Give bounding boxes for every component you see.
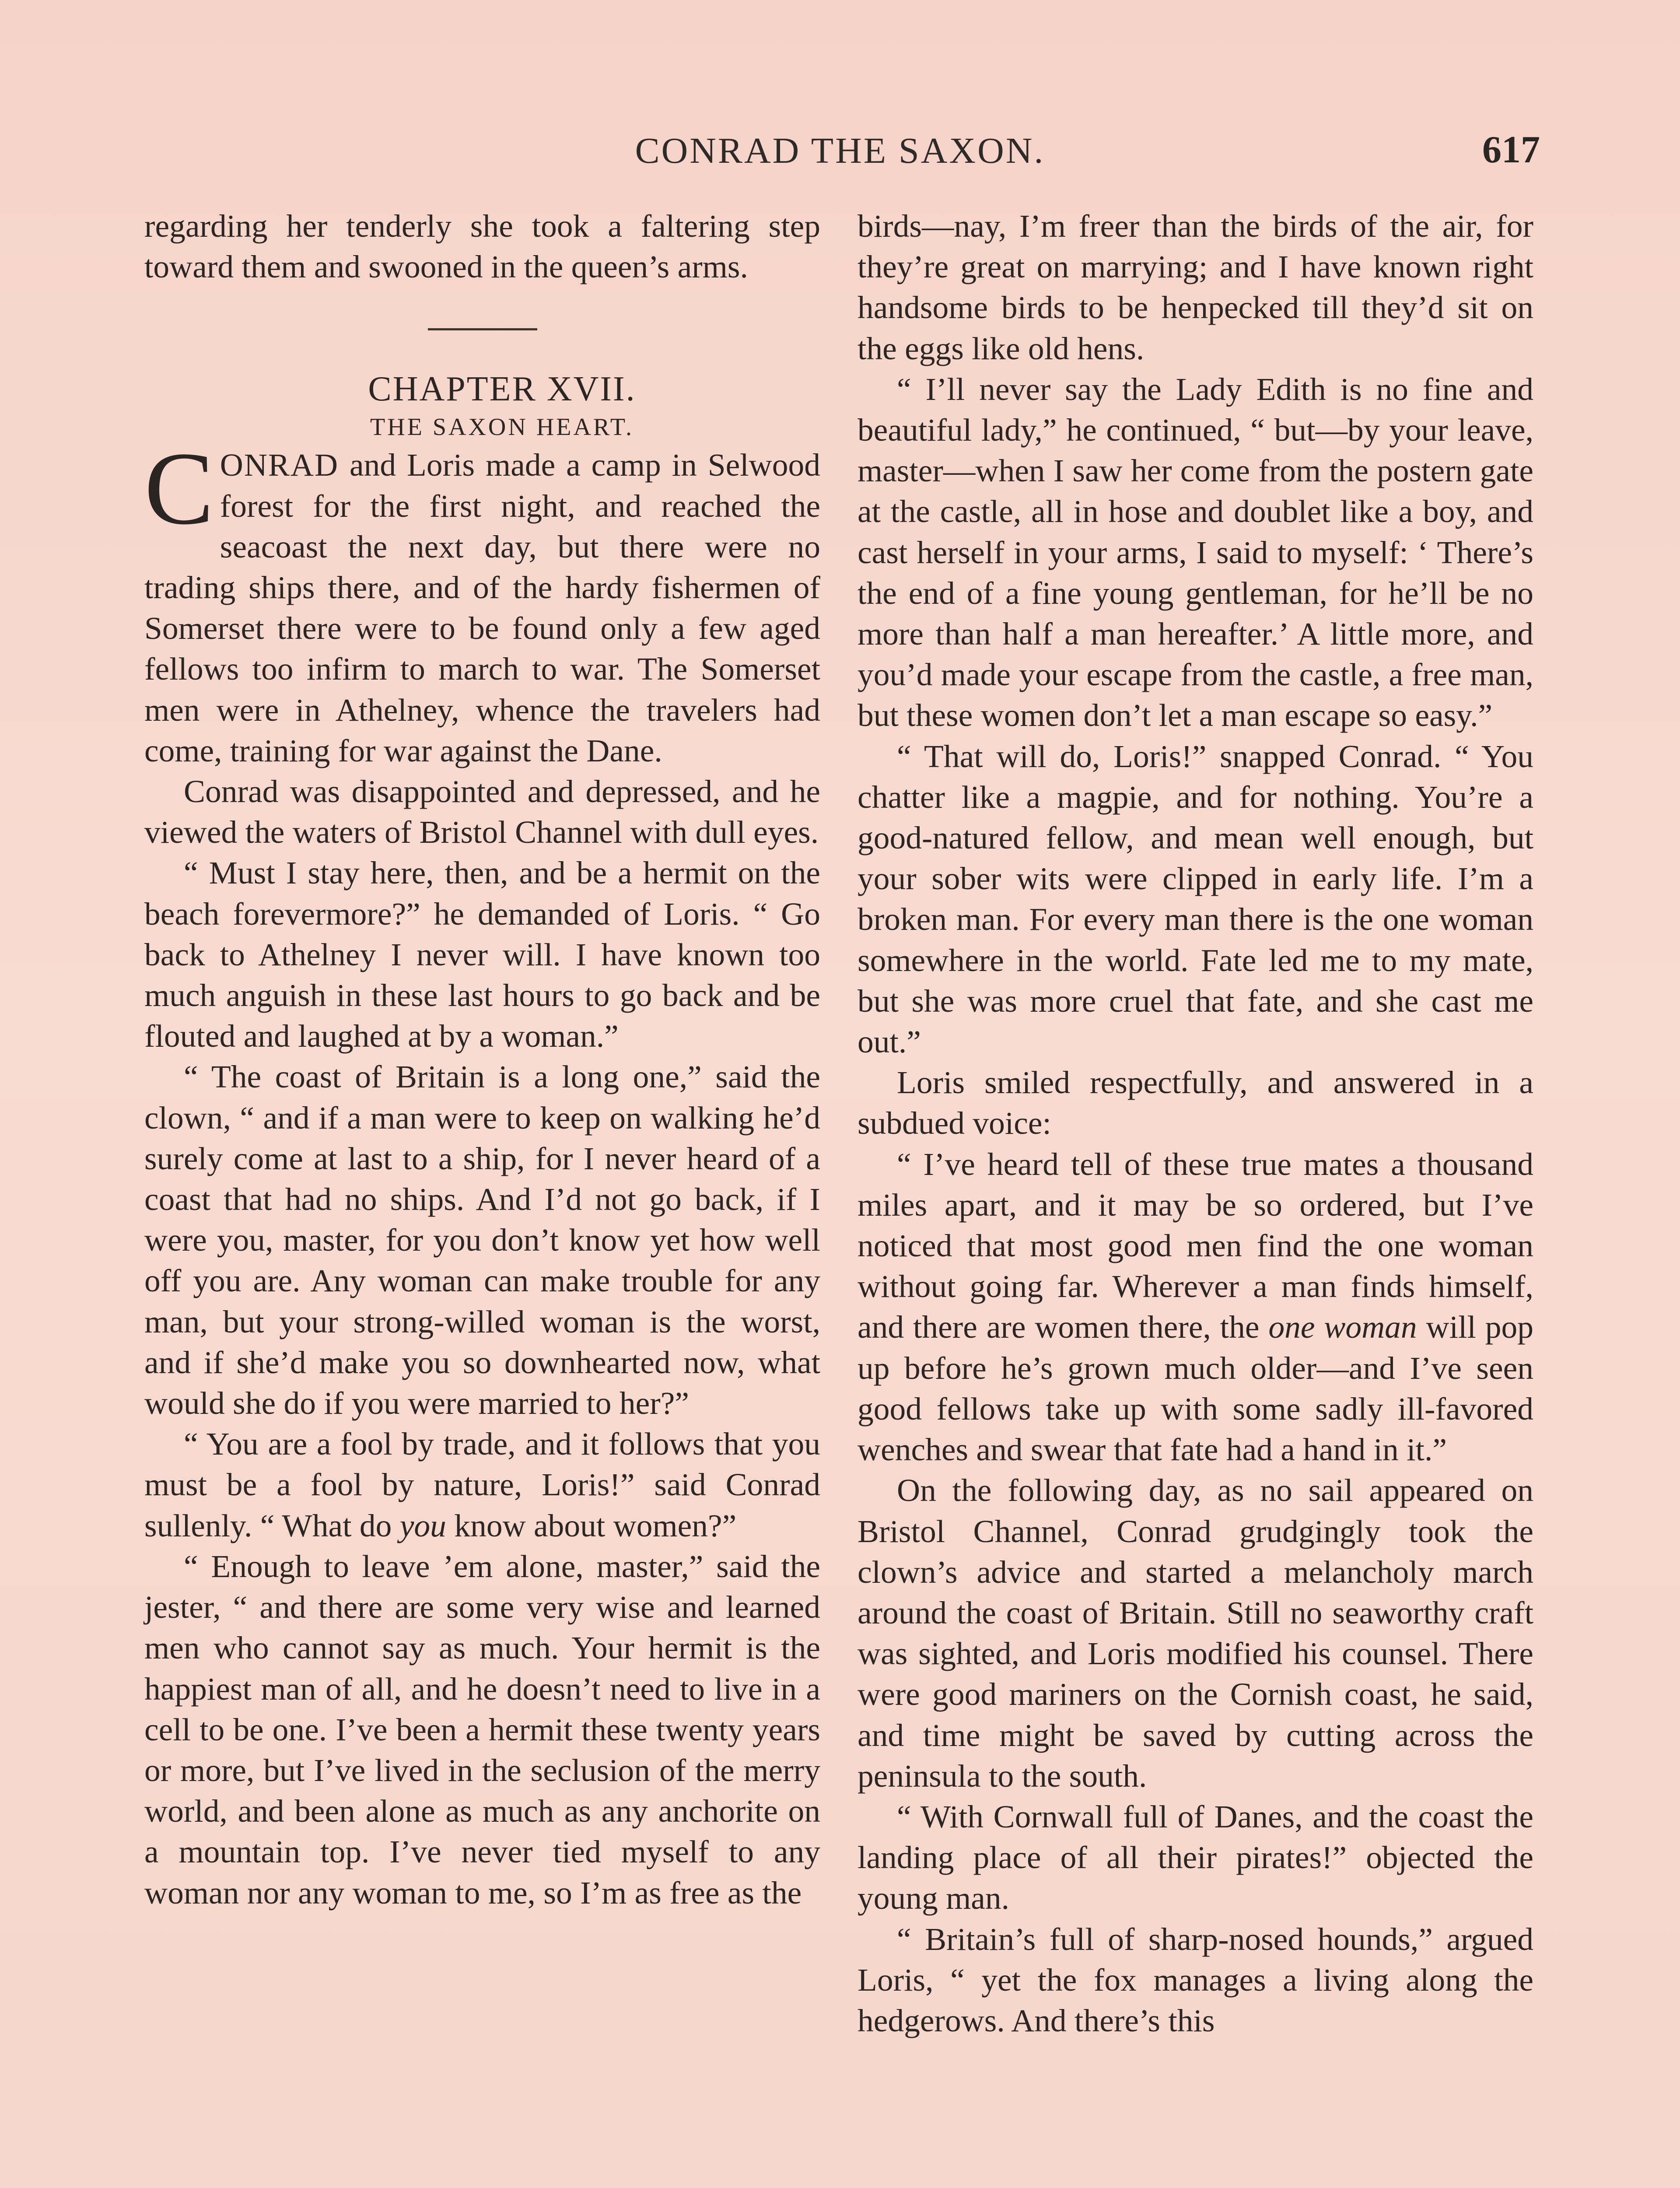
paragraph: “ Must I stay here, then, and be a hermit on the beach forevermore?” he demanded of Loris. “ Go back to Athelney I never will. I have known too much anguish in these last hours to go back and be flouted and laughed at by a woman.” xyxy=(144,855,820,1054)
paragraph: “ Enough to leave ’em alone, master,” said the jester, “ and there are some very wise and learned men who cannot say as much. Your hermit is the happiest man of all, and he doesn’t need to live in a cell to be one. I’ve been a hermit these twenty years or more, but I’ve lived in the seclusion of the merry world, and been alone as much as any anchorite on a mountain top. I’ve never tied myself to any woman nor any woman to me, so I’m as free as the xyxy=(144,1548,820,1911)
paragraph-text: “ I’ve heard tell of these true mates a thousand miles apart, and it may be so ordered, but I’ve noticed that most good men find the one woman without going far. Wherever a man finds himself, and there are women there, the xyxy=(858,1146,1533,1345)
paragraph: Loris smiled respectfully, and answered in a subdued voice: xyxy=(858,1065,1533,1141)
paragraph-text: “ You are a fool by trade, and it follows that you must be a fool by nature, Loris!” said Conrad sullenly. “ What do xyxy=(144,1426,820,1543)
paragraph-text: will pop up before he’s grown much older—and I’ve seen good fellows take up with some sadly ill-favored wenches and swear that fate had a hand in it.” xyxy=(858,1309,1534,1468)
opening-word: ONRAD xyxy=(220,447,339,483)
paragraph: regarding her tenderly she took a faltering step toward them and swooned in the queen’s arms. xyxy=(144,208,820,285)
chapter-heading: CHAPTER XVII. xyxy=(368,370,636,409)
paragraph: Conrad was disappointed and depressed, and he viewed the waters of Bristol Channel with dull eyes. xyxy=(144,774,820,850)
left-column xyxy=(144,206,820,1913)
paragraph: On the following day, as no sail appeared on Bristol Channel, Conrad grudgingly took the clown’s advice and started a melancholy march around the coast of Britain. Still no seaworthy craft was sighted, and Loris modified his counsel. There were good mariners on the Cornish coast, he said, and time might be saved by cutting across the peninsula to the south. xyxy=(858,1473,1533,1794)
chapter-opening-paragraph xyxy=(144,431,820,771)
paragraph: “ I’ll never say the Lady Edith is no fine and beautiful lady,” he continued, “ but—by your leave, master—when I saw her come from the postern gate at the castle, all in hose and doublet like a boy, and cast herself in your arms, I said to myself: ‘ There’s the end of a fine young gentleman, for he’ll be no more than half a man hereafter.’ A little more, and you’d made your escape from the castle, a free man, but these women don’t let a man escape so easy.” xyxy=(858,371,1533,733)
paragraph: “ That will do, Loris!” snapped Conrad. “ You chatter like a magpie, and for nothing. You’re a good-natured fellow, and mean well enough, but your sober wits were clipped in early life. I’m a broken man. For every man there is the one woman somewhere in the world. Fate led me to my mate, but she was more cruel that fate, and she cast me out.” xyxy=(858,738,1533,1060)
drop-cap-letter: C xyxy=(144,431,214,547)
chapter-subtitle: THE SAXON HEART. xyxy=(370,414,634,441)
paragraph xyxy=(144,1424,820,1546)
right-column xyxy=(858,206,1533,2041)
paragraph-text: and Loris made a camp in Selwood forest for the first night, and reached the seacoast the next day, but there were no trading ships there, and of the hardy fishermen of Somerset there were to be found only a few aged fellows too infirm to march to war. The Somerset men were in Athelney, whence the travelers had come, training for war against the Dane. xyxy=(144,447,820,768)
paragraph: birds—nay, I’m freer than the birds of the air, for they’re great on marrying; and I have known right handsome birds to be henpecked till they’d sit on the eggs like old hens. xyxy=(858,208,1533,366)
paragraph: “ The coast of Britain is a long one,” said the clown, “ and if a man were to keep on walking he’d surely come at last to a ship, for I never heard of a coast that had no ships. And I’d not go back, if I were you, master, for you don’t know yet how well off you are. Any woman can make trouble for any man, but your strong-willed woman is the worst, and if she’d make you so downhearted now, what would she do if you were married to her?” xyxy=(144,1059,820,1421)
page-number: 617 xyxy=(1482,129,1540,171)
emphasized-phrase: one woman xyxy=(1268,1309,1417,1345)
paragraph-text: know about women?” xyxy=(446,1508,737,1543)
section-divider xyxy=(428,328,537,330)
paragraph xyxy=(858,1144,1533,1470)
paragraph: “ With Cornwall full of Danes, and the coast the landing place of all their pirates!” objected the young man. xyxy=(858,1799,1533,1916)
emphasized-word: you xyxy=(399,1508,446,1543)
running-header-title: CONRAD THE SAXON. xyxy=(635,130,1045,171)
paragraph: “ Britain’s full of sharp-nosed hounds,” argued Loris, “ yet the fox manages a living along the hedgerows. And there’s this xyxy=(858,1921,1533,2038)
